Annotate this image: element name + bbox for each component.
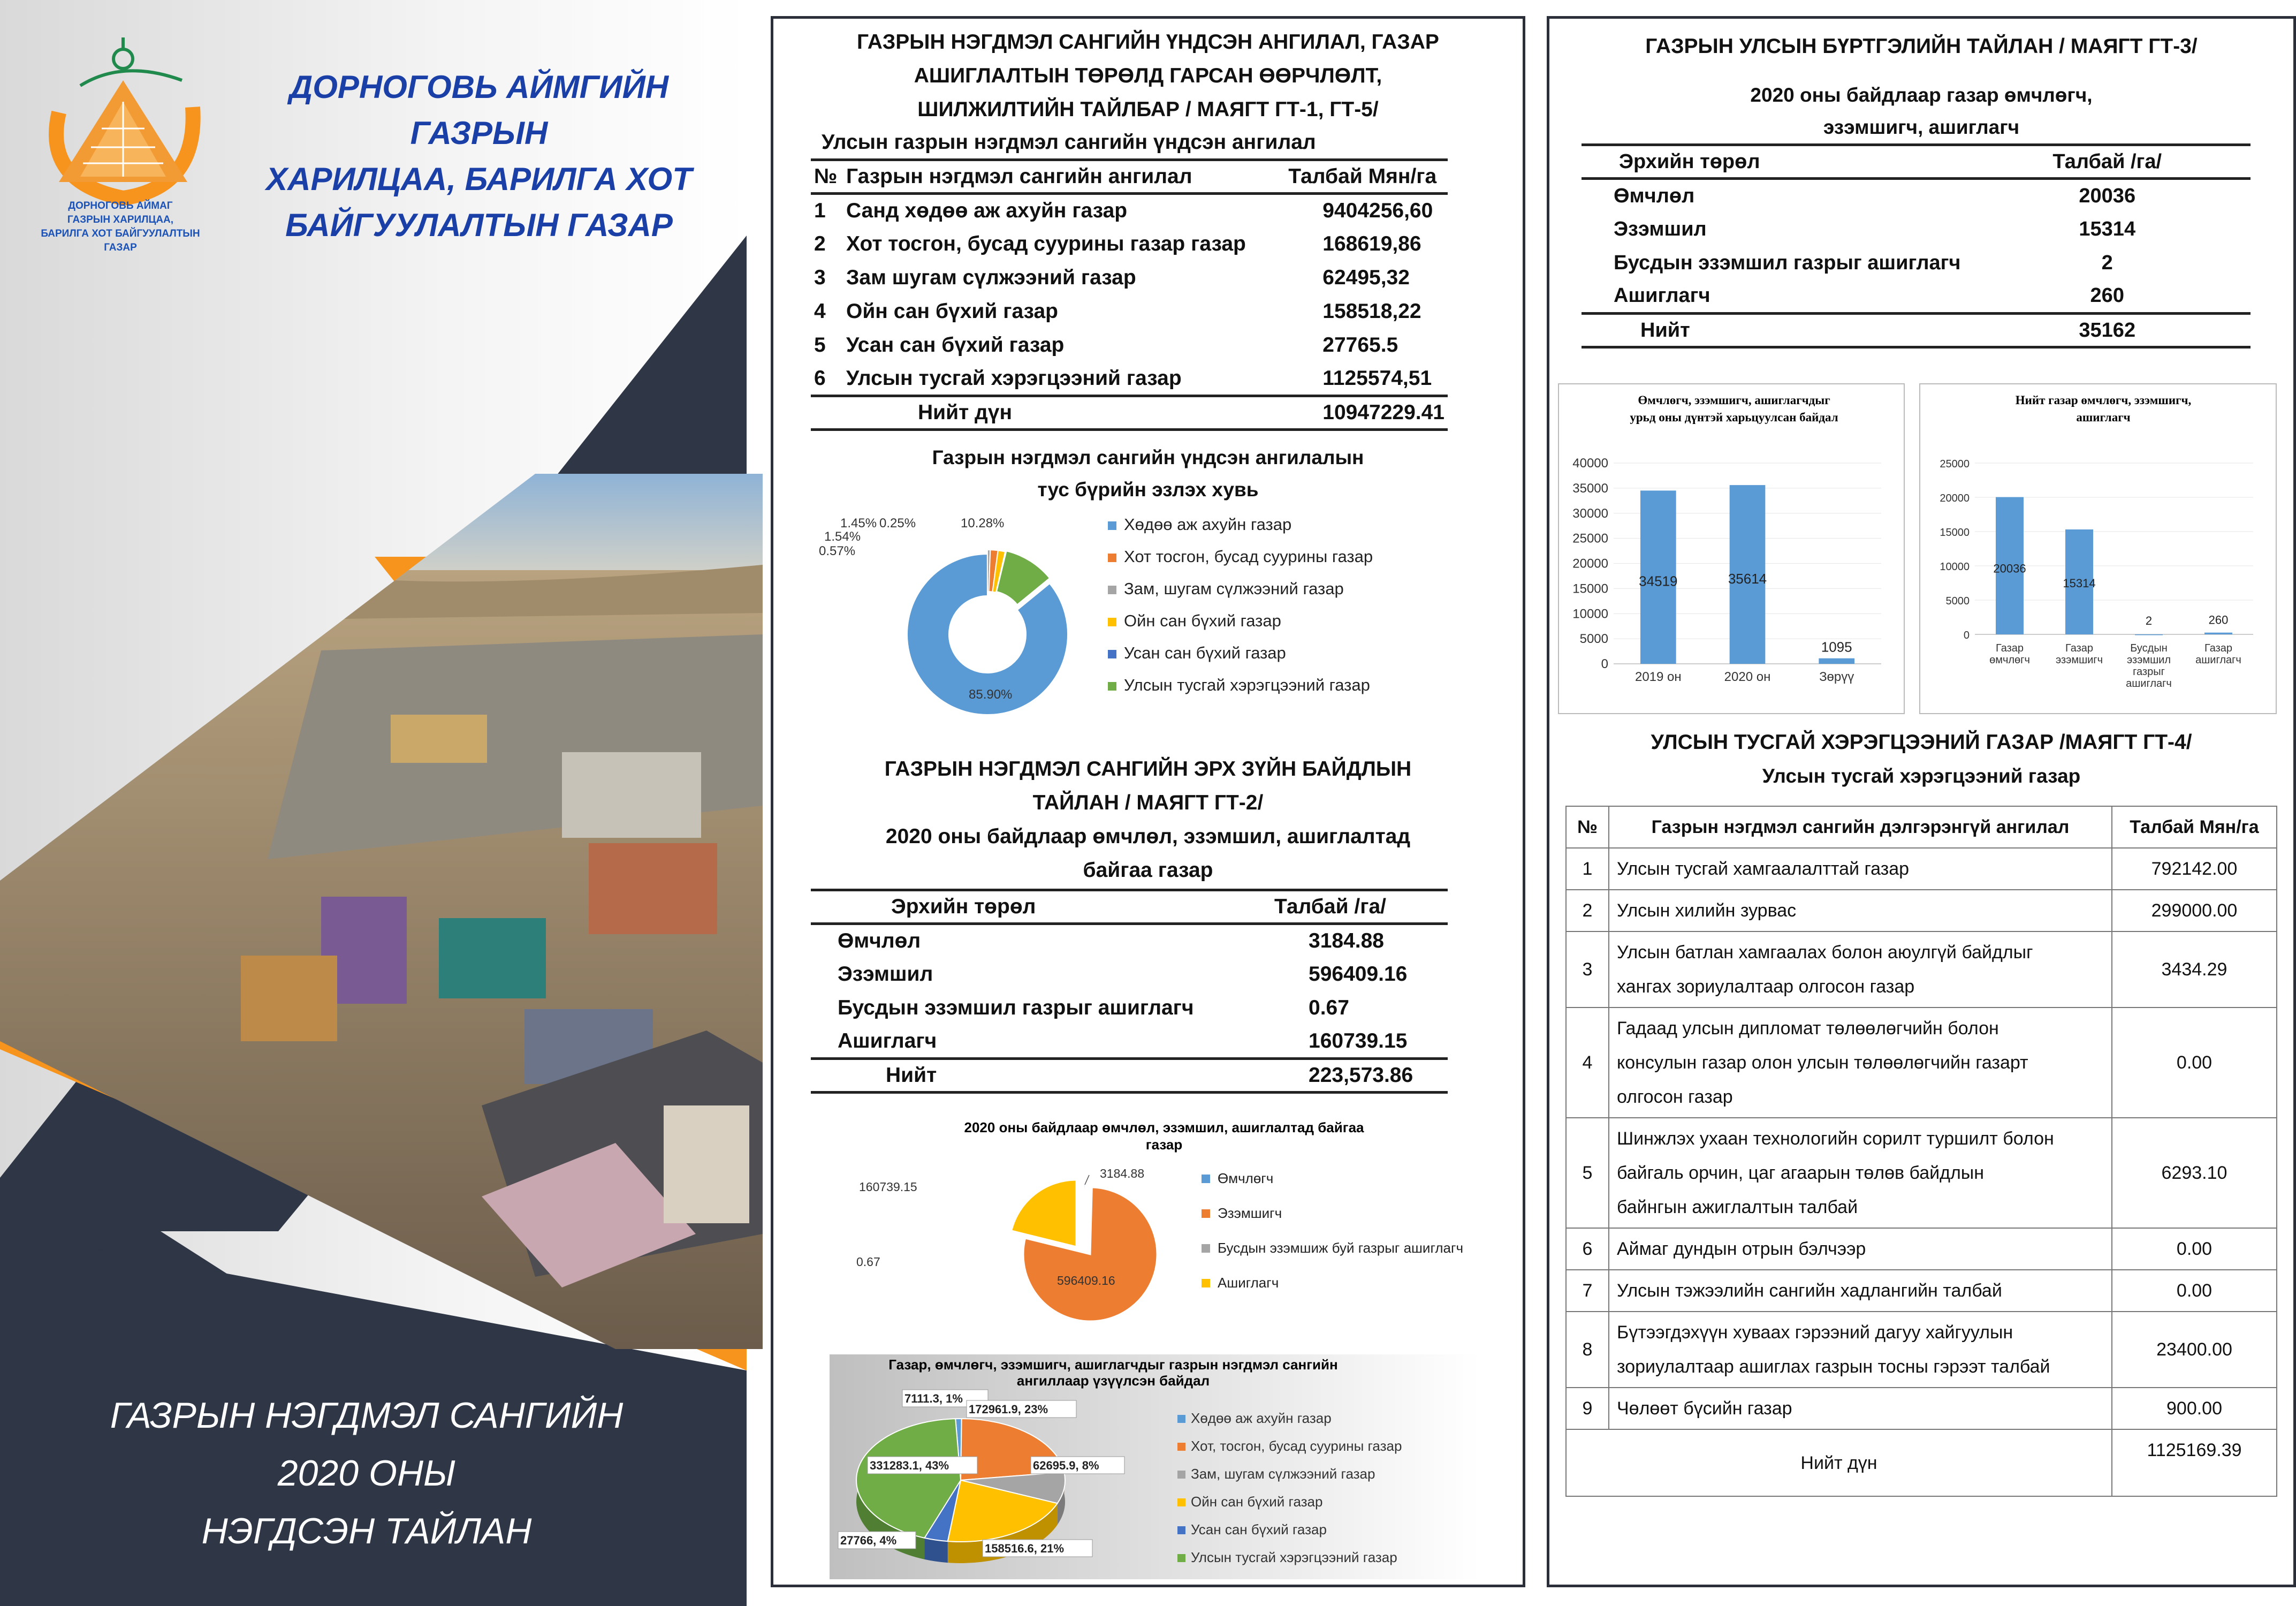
row-number: 1: [1566, 848, 1609, 890]
row-area: 27765.5: [1322, 334, 1398, 357]
x-tick-label: эзэмшил: [2127, 654, 2171, 666]
row-area: 3434.29: [2112, 931, 2277, 1007]
chart-title: газар: [1145, 1137, 1183, 1153]
pie-data-label: 27766, 4%: [840, 1534, 897, 1547]
row-name-line: хангах зориулалтаар олгосон газар: [1617, 976, 1915, 997]
y-tick-label: 0: [1601, 657, 1608, 671]
y-tick-label: 25000: [1572, 531, 1608, 546]
table-header-row: [811, 160, 1448, 194]
y-tick-label: 10000: [1940, 561, 1970, 573]
row-name: Ашиглагч: [1614, 284, 1710, 307]
pie-data-label: 596409.16: [1057, 1274, 1115, 1287]
legend-swatch: [1202, 1244, 1210, 1253]
total-label: Нийт: [886, 1064, 937, 1087]
row-name: Бусдын эзэмшил газрыг ашиглагч: [1614, 251, 1961, 274]
table-row: [1566, 1007, 2277, 1118]
donut-data-label: 1.45%: [840, 516, 877, 531]
row-number: 5: [814, 334, 826, 357]
legend-swatch: [1177, 1498, 1185, 1506]
cover-panel: [0, 0, 747, 1606]
special-use-table: [1565, 806, 2277, 1497]
total-value: 10947229.41: [1322, 401, 1444, 424]
logo-caption-line: ГАЗРЫН ХАРИЛЦАА,: [67, 214, 174, 225]
pie-data-label: 3184.88: [1100, 1166, 1145, 1180]
report-title: [32, 1387, 701, 1560]
legend-swatch: [1108, 521, 1116, 530]
section2-title-line: ГАЗРЫН НЭГДМЭЛ САНГИЙН ЭРХ ЗҮЙН БАЙДЛЫН: [884, 757, 1412, 781]
row-area: 20036: [2079, 184, 2136, 207]
table-total-row: [811, 1059, 1448, 1093]
y-tick-label: 15000: [1940, 527, 1970, 539]
report-title-line: ГАЗРЫН НЭГДМЭЛ САНГИЙН: [110, 1395, 624, 1436]
organization-name-line: ДОРНОГОВЬ АЙМГИЙН ГАЗРЫН: [289, 69, 669, 151]
total-value: 35162: [2079, 319, 2136, 342]
section1-title-line: АШИГЛАЛТЫН ТӨРӨЛД ГАРСАН ӨӨРЧЛӨЛТ,: [914, 64, 1382, 87]
legend-label: Хот тосгон, бусад суурины газар: [1124, 547, 1373, 566]
row-name-line: Бүтээгдэхүүн хуваах гэрээний дагуу хайгуулын: [1617, 1322, 2013, 1343]
legend-swatch: [1177, 1415, 1185, 1423]
section2-title-line: байгаа газар: [1083, 859, 1213, 882]
category-3d-pie-chart: [830, 1354, 1480, 1579]
bar-value-label: 35614: [1728, 570, 1767, 587]
row-area: 0.00: [2112, 1007, 2277, 1118]
table-header-row: [1566, 806, 2277, 848]
row-area: 299000.00: [2112, 890, 2277, 931]
row-name-line: Улсын хилийн зурвас: [1617, 900, 1797, 921]
table-row: [1566, 1312, 2277, 1388]
chart-title-line: тус бүрийн эзлэх хувь: [1037, 479, 1259, 501]
legend-label: Ойн сан бүхий газар: [1124, 611, 1281, 630]
legend-swatch: [1108, 650, 1116, 658]
pie-slice: [1012, 1180, 1076, 1247]
row-area: 158518,22: [1322, 300, 1421, 323]
table-total-row: [1566, 1429, 2277, 1496]
row-name: Улсын тусгай хэрэгцээний газар: [846, 366, 1182, 390]
row-name: [1609, 1118, 2112, 1228]
holders-bar-chart: [1919, 383, 2277, 715]
row-area: 2: [2101, 251, 2113, 274]
row-area: 6293.10: [2112, 1118, 2277, 1228]
pie-data-label: 158516.6, 21%: [985, 1542, 1065, 1555]
x-tick-label: ашиглагч: [2195, 654, 2241, 666]
section1-subtitle: Улсын газрын нэгдмэл сангийн үндсэн ангилал: [822, 131, 1316, 154]
table-row: [1582, 179, 2251, 213]
table-row: [1566, 931, 2277, 1007]
row-name: Санд хөдөө аж ахуйн газар: [846, 199, 1128, 223]
logo-caption-line: БАРИЛГА ХОТ БАЙГУУЛАЛТЫН: [41, 228, 200, 239]
pie-data-label: 62695.9, 8%: [1033, 1459, 1099, 1472]
chart-title: урьд оны дүнтэй харьцуулсан байдал: [1630, 411, 1838, 424]
section1-title: [773, 25, 1523, 126]
y-tick-label: 20000: [1940, 493, 1970, 504]
section3-subtitle-line: 2020 оны байдлаар газар өмчлөгч,: [1750, 84, 2093, 106]
pie-data-label: 0.67: [856, 1255, 880, 1269]
organization-name-line: ХАРИЛЦАА, БАРИЛГА ХОТ: [266, 161, 692, 197]
pie-data-label: 160739.15: [859, 1180, 917, 1194]
legend-label: Хөдөө аж ахуйн газар: [1191, 1410, 1332, 1426]
table-row: [1566, 1228, 2277, 1270]
legend-label: Бусдын эзэмшиж буй газрыг ашиглагч: [1218, 1240, 1464, 1256]
total-label: Нийт дүн: [1566, 1429, 2112, 1496]
bar: [2204, 633, 2232, 634]
row-name-line: Гадаад улсын дипломат төлөөлөгчийн болон: [1617, 1018, 1999, 1039]
section3-subtitle: [1549, 79, 2293, 143]
bar-value-label: 34519: [1639, 573, 1678, 589]
comparison-bar-chart: [1557, 383, 1905, 715]
logo-caption-line: ДОРНОГОВЬ АЙМАГ: [68, 200, 173, 211]
table-row: [811, 924, 1448, 958]
row-area: 0.67: [1309, 996, 1349, 1019]
row-number: 6: [814, 366, 826, 390]
pie-data-label: 7111.3, 1%: [904, 1392, 963, 1405]
row-name: Ашиглагч: [838, 1029, 937, 1052]
row-name-line: Улсын батлан хамгаалах болон аюулгүй байдлыг: [1617, 942, 2033, 963]
x-tick-label: Газар: [2065, 642, 2094, 654]
row-name: Зам шугам сүлжээний газар: [846, 266, 1136, 289]
legend-label: Улсын тусгай хэрэгцээний газар: [1124, 676, 1370, 694]
bar: [1819, 658, 1854, 664]
row-name: [1609, 1270, 2112, 1312]
bar-value-label: 1095: [1821, 639, 1852, 655]
middle-panel: [771, 16, 1525, 1587]
total-value: 1125169.39: [2112, 1429, 2277, 1496]
x-tick-label: эзэмшигч: [2055, 654, 2103, 666]
bar: [2135, 634, 2163, 635]
logo-caption: [29, 199, 211, 255]
legend-label: Зам, шугам сүлжээний газар: [1191, 1466, 1375, 1482]
table-header-row: [1582, 145, 2251, 179]
row-area: 9404256,60: [1322, 199, 1433, 223]
bar-value-label: 15314: [2063, 576, 2096, 590]
row-area: 15314: [2079, 217, 2136, 240]
section3-subtitle-line: эзэмшигч, ашиглагч: [1823, 116, 2020, 138]
x-tick-label: өмчлөгч: [1989, 654, 2030, 666]
row-name: Өмчлөл: [1614, 184, 1695, 207]
column-header: №: [1566, 806, 1609, 848]
x-tick-label: Зөрүү: [1819, 670, 1854, 684]
row-area: 792142.00: [2112, 848, 2277, 890]
row-name: [1609, 890, 2112, 931]
row-number: 3: [1566, 931, 1609, 1007]
table-total-row: [811, 396, 1448, 430]
x-tick-label: ашиглагч: [2126, 678, 2172, 690]
row-number: 5: [1566, 1118, 1609, 1228]
donut-data-label: 0.57%: [819, 544, 856, 558]
row-area: 3184.88: [1309, 929, 1384, 953]
column-header: Эрхийн төрөл: [1619, 150, 1760, 173]
table-row: [1566, 1118, 2277, 1228]
row-name-line: байгаль орчин, цаг агаарын төлөв байдлын: [1617, 1163, 1985, 1183]
row-number: 4: [1566, 1007, 1609, 1118]
row-name-line: консулын газар олон улсын төлөөлөгчийн газарт: [1617, 1052, 2028, 1073]
column-header: Талбай Мян/га: [2112, 806, 2277, 848]
row-name-line: Улсын тэжээлийн сангийн хадлангийн талбай: [1617, 1281, 2002, 1301]
donut-data-label: 85.90%: [969, 687, 1013, 702]
table-row: [1582, 213, 2251, 246]
row-name: [1609, 1007, 2112, 1118]
column-header: Талбай Мян/га: [1288, 165, 1437, 188]
x-tick-label: Бусдын: [2130, 642, 2168, 654]
legend-label: Өмчлөгч: [1218, 1170, 1274, 1186]
bar-value-label: 2: [2145, 613, 2153, 627]
row-name: [1609, 848, 2112, 890]
row-area: 62495,32: [1322, 266, 1410, 289]
row-area: 160739.15: [1309, 1029, 1408, 1052]
legend-label: Усан сан бүхий газар: [1124, 643, 1286, 662]
row-number: 3: [814, 266, 826, 289]
table-cell: [811, 396, 843, 430]
report-title-line: 2020 ОНЫ: [277, 1453, 456, 1494]
table-row: [1566, 890, 2277, 931]
row-name: [1609, 1228, 2112, 1270]
table-row: [1566, 1388, 2277, 1429]
row-area: 596409.16: [1309, 963, 1408, 986]
legend-swatch: [1108, 682, 1116, 691]
row-name: Усан сан бүхий газар: [846, 334, 1065, 357]
legend-label: Хот, тосгон, бусад суурины газар: [1191, 1438, 1402, 1454]
legend-swatch: [1177, 1554, 1185, 1562]
legend-swatch: [1108, 586, 1116, 594]
section4-subtitle: Улсын тусгай хэрэгцээний газар: [1762, 765, 2081, 787]
pie-data-label: 172961.9, 23%: [969, 1403, 1048, 1416]
row-name-line: Шинжлэх ухаан технологийн сорилт туршилт болон: [1617, 1128, 2054, 1149]
row-number: 2: [814, 232, 826, 255]
table-row: [1566, 848, 2277, 890]
x-tick-label: 2019 он: [1634, 670, 1682, 684]
x-tick-label: Газар: [1995, 642, 2024, 654]
table-header-row: [811, 890, 1448, 924]
section1-title-line: ГАЗРЫН НЭГДМЭЛ САНГИЙН ҮНДСЭН АНГИЛАЛ, ГАЗАР: [857, 31, 1439, 54]
ownership-table: [811, 889, 1448, 1094]
row-name: Ойн сан бүхий газар: [846, 300, 1058, 323]
chart-title: Газар, өмчлөгч, эзэмшигч, ашиглагчдыг газрын нэгдмэл сангийн: [888, 1357, 1338, 1373]
table-row: [1582, 246, 2251, 280]
table-row: [1582, 280, 2251, 314]
y-tick-label: 5000: [1945, 595, 1970, 607]
section2-title-line: ТАЙЛАН / МАЯГТ ГТ-2/: [1032, 791, 1264, 814]
table-row: [811, 991, 1448, 1025]
bar-value-label: 20036: [1993, 562, 2026, 575]
row-name: Эзэмшил: [838, 963, 933, 986]
leader-line: [1085, 1175, 1089, 1185]
y-tick-label: 0: [1963, 630, 1970, 641]
row-area: 0.00: [2112, 1270, 2277, 1312]
row-name: Эзэмшил: [1614, 217, 1707, 240]
pie-data-label: 331283.1, 43%: [870, 1459, 949, 1472]
row-area: 900.00: [2112, 1388, 2277, 1429]
legend-swatch: [1108, 554, 1116, 562]
y-tick-label: 40000: [1572, 456, 1608, 471]
table-row: [811, 1025, 1448, 1059]
row-name-line: Чөлөөт бүсийн газар: [1617, 1398, 1792, 1419]
legend-label: Усан сан бүхий газар: [1191, 1521, 1327, 1537]
row-number: 7: [1566, 1270, 1609, 1312]
row-number: 6: [1566, 1228, 1609, 1270]
row-name: Хот тосгон, бусад суурины газар газар: [846, 232, 1246, 255]
table-row: [811, 194, 1448, 228]
bar-value-label: 260: [2208, 613, 2229, 627]
donut-data-label: 0.25%: [879, 516, 916, 531]
section4-title: УЛСЫН ТУСГАЙ ХЭРЭГЦЭЭНИЙ ГАЗАР /МАЯГТ ГТ-4/: [1651, 731, 2192, 754]
row-area: 0.00: [2112, 1228, 2277, 1270]
organization-name-line: БАЙГУУЛАЛТЫН ГАЗАР: [285, 207, 673, 243]
donut-data-label: 10.28%: [961, 516, 1005, 531]
table-row: [811, 261, 1448, 295]
row-name: [1609, 1388, 2112, 1429]
ownership-pie-chart: [854, 1116, 1469, 1330]
row-area: 168619,86: [1322, 232, 1421, 255]
table-row: [811, 295, 1448, 329]
section1-title-line: ШИЛЖИЛТИЙН ТАЙЛБАР / МАЯГТ ГТ-1, ГТ-5/: [917, 98, 1379, 121]
legend-swatch: [1108, 618, 1116, 626]
row-name-line: Аймаг дундын отрын бэлчээр: [1617, 1239, 1866, 1259]
report-title-line: НЭГДСЭН ТАЙЛАН: [201, 1511, 532, 1551]
table-row: [811, 228, 1448, 261]
row-name: Бусдын эзэмшил газрыг ашиглагч: [838, 996, 1194, 1019]
chart-title: 2020 оны байдлаар өмчлөл, эзэмшил, ашиглалтад байгаа: [964, 1119, 1364, 1135]
x-tick-label: 2020 он: [1724, 670, 1771, 684]
y-tick-label: 35000: [1572, 481, 1608, 496]
row-area: 23400.00: [2112, 1312, 2277, 1388]
legend-swatch: [1177, 1526, 1185, 1534]
column-header: Газрын нэгдмэл сангийн дэлгэрэнгүй ангилал: [1609, 806, 2112, 848]
total-value: 223,573.86: [1309, 1064, 1413, 1087]
y-tick-label: 20000: [1572, 556, 1608, 571]
land-share-donut-chart: [819, 511, 1496, 720]
row-name: [1609, 1312, 2112, 1388]
y-tick-label: 30000: [1572, 506, 1608, 521]
legend-swatch: [1177, 1471, 1185, 1479]
chart-title: Нийт газар өмчлөгч, эзэмшигч,: [2015, 393, 2192, 407]
y-tick-label: 5000: [1579, 632, 1608, 647]
total-label: Нийт: [1640, 319, 1690, 342]
legend-label: Ашиглагч: [1218, 1275, 1279, 1291]
row-name-line: олгосон газар: [1617, 1087, 1733, 1107]
y-tick-label: 10000: [1572, 607, 1608, 622]
row-number: 4: [814, 300, 826, 323]
row-name: [1609, 931, 2112, 1007]
row-number: 2: [1566, 890, 1609, 931]
pie-slice-side: [924, 1538, 947, 1563]
legend-label: Ойн сан бүхий газар: [1191, 1494, 1323, 1510]
registration-table: [1582, 143, 2251, 349]
table-row: [1566, 1270, 2277, 1312]
legend-label: Эзэмшигч: [1218, 1205, 1282, 1221]
organization-name: [225, 64, 733, 248]
x-tick-label: газрыг: [2133, 666, 2165, 678]
column-header: Талбай /га/: [2052, 150, 2162, 173]
legend-swatch: [1177, 1443, 1185, 1451]
table-row: [811, 329, 1448, 362]
legend-swatch: [1202, 1175, 1210, 1183]
row-name-line: байнгын ажиглалтын талбай: [1617, 1197, 1858, 1217]
y-tick-label: 15000: [1572, 581, 1608, 596]
legend-label: Улсын тусгай хэрэгцээний газар: [1191, 1549, 1397, 1565]
row-name: Өмчлөл: [838, 929, 921, 953]
total-label: Нийт дүн: [918, 401, 1013, 424]
row-number: 9: [1566, 1388, 1609, 1429]
donut-data-label: 1.54%: [824, 529, 861, 544]
column-header: №: [814, 165, 838, 188]
legend-swatch: [1202, 1209, 1210, 1218]
land-category-table: [811, 158, 1448, 431]
chart-title: ангиллаар үзүүлсэн байдал: [1016, 1373, 1210, 1389]
city-photo-illustration: [0, 474, 763, 1349]
section2-title-line: 2020 оны байдлаар өмчлөл, эзэмшил, ашиглалтад: [885, 825, 1411, 848]
row-number: 8: [1566, 1312, 1609, 1388]
x-tick-label: Газар: [2204, 642, 2233, 654]
donut-chart-title: [773, 442, 1523, 506]
table-total-row: [1582, 314, 2251, 347]
row-area: 1125574,51: [1322, 366, 1432, 390]
row-number: 1: [814, 199, 826, 223]
city-photo: [0, 474, 763, 1349]
pie-slice: [1084, 1183, 1085, 1250]
chart-title: ашиглагч: [2076, 411, 2131, 424]
chart-title: Өмчлөгч, эзэмшигч, ашиглагчдыг: [1638, 393, 1830, 407]
column-header: Талбай /га/: [1274, 895, 1386, 918]
table-row: [811, 958, 1448, 991]
chart-title-line: Газрын нэгдмэл сангийн үндсэн ангилалын: [932, 446, 1364, 468]
row-area: 260: [2090, 284, 2124, 307]
y-tick-label: 25000: [1940, 458, 1970, 470]
right-panel: [1547, 16, 2296, 1587]
column-header: Эрхийн төрөл: [891, 895, 1036, 918]
table-row: [811, 362, 1448, 396]
legend-swatch: [1202, 1279, 1210, 1287]
row-name-line: зориулалтаар ашиглах газрын тосны гэрээт талбай: [1617, 1357, 2050, 1377]
column-header: Газрын нэгдмэл сангийн ангилал: [846, 165, 1192, 188]
row-name-line: Улсын тусгай хамгаалалттай газар: [1617, 859, 1910, 879]
section2-title: [773, 752, 1523, 887]
section3-title: ГАЗРЫН УЛСЫН БҮРТГЭЛИЙН ТАЙЛАН / МАЯГТ ГТ-3/: [1645, 35, 2198, 58]
legend-label: Зам, шугам сүлжээний газар: [1124, 579, 1344, 598]
legend-label: Хөдөө аж ахуйн газар: [1124, 515, 1292, 534]
logo-caption-line: ГАЗАР: [104, 242, 137, 253]
